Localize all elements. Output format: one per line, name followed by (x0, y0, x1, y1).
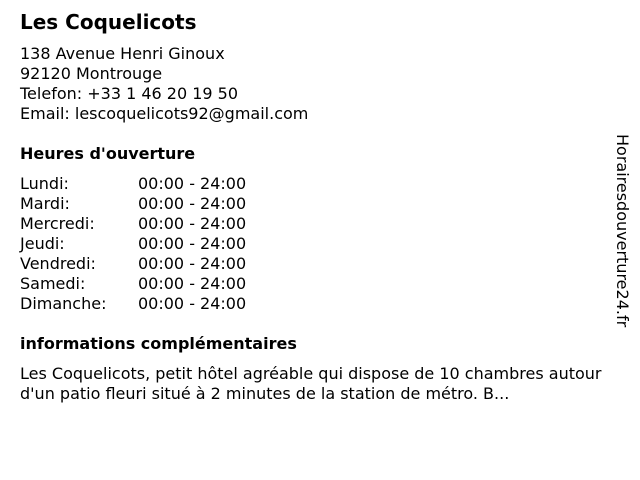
day-label: Lundi: (20, 174, 69, 193)
hours-row-tuesday (20, 194, 246, 214)
business-name: Les Coquelicots (20, 10, 197, 34)
day-label: Mercredi: (20, 214, 95, 233)
time-range: 00:00 - 24:00 (138, 294, 247, 313)
phone-number: Telefon: +33 1 46 20 19 50 (20, 84, 239, 103)
hours-row-thursday (20, 234, 246, 254)
hours-row-friday (20, 254, 246, 274)
day-label: Samedi: (20, 274, 86, 293)
day-label: Mardi: (20, 194, 70, 213)
contact-block (20, 44, 308, 124)
time-range: 00:00 - 24:00 (138, 254, 247, 273)
site-watermark: Horairesdouverture24.fr (613, 134, 632, 328)
time-range: 00:00 - 24:00 (138, 174, 247, 193)
hours-row-wednesday (20, 214, 246, 234)
day-label: Vendredi: (20, 254, 96, 273)
day-label: Dimanche: (20, 294, 107, 313)
street-address: 138 Avenue Henri Ginoux (20, 44, 225, 63)
hours-row-saturday (20, 274, 246, 294)
email-address: Email: lescoquelicots92@gmail.com (20, 104, 309, 123)
additional-info-text: Les Coquelicots, petit hôtel agréable qui dispose de 10 chambres autour d'un patio fleuri situé à 2 minutes de la station de métro. B... (20, 364, 602, 403)
hours-row-monday (20, 174, 246, 194)
time-range: 00:00 - 24:00 (138, 214, 247, 233)
time-range: 00:00 - 24:00 (138, 234, 247, 253)
hours-row-sunday (20, 294, 246, 314)
day-label: Jeudi: (20, 234, 65, 253)
additional-info-heading: informations complémentaires (20, 334, 297, 353)
time-range: 00:00 - 24:00 (138, 274, 247, 293)
opening-hours-heading: Heures d'ouverture (20, 144, 196, 163)
postal-city: 92120 Montrouge (20, 64, 163, 83)
time-range: 00:00 - 24:00 (138, 194, 247, 213)
opening-hours-table (20, 174, 246, 314)
